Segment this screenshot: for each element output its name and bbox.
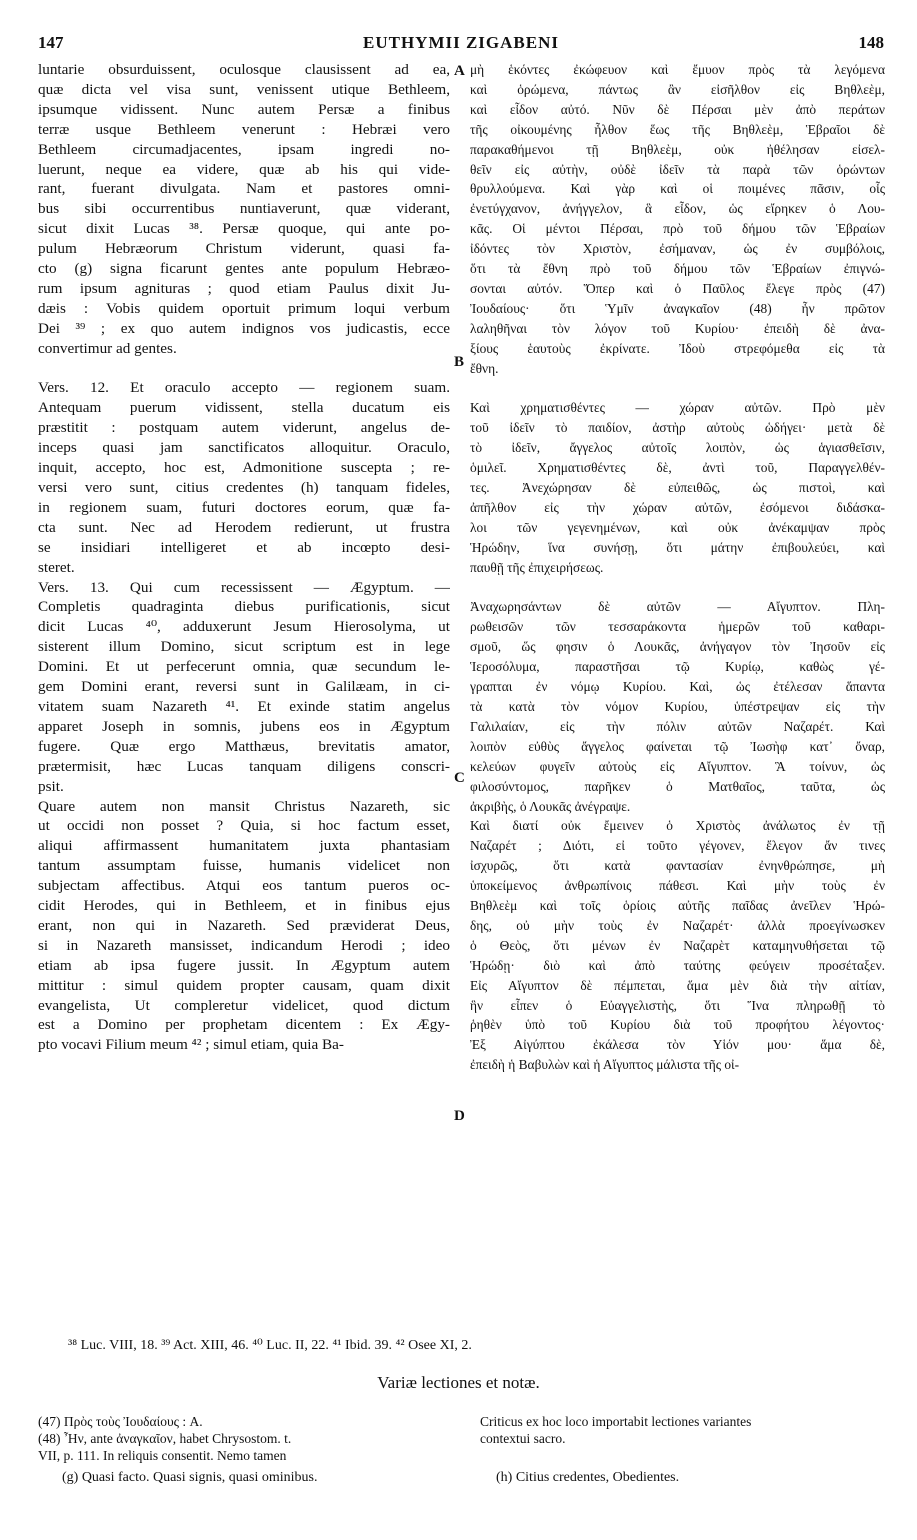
- text-line: steret.: [38, 558, 75, 576]
- text-line: ἀπῆλθον εἰς τὴν χώραν αὐτῶν, ἐσόμενοι διδάσκα-: [470, 499, 885, 515]
- latin-paragraph-3: [38, 578, 450, 797]
- text-line: apparet Joseph in somnis, jubens eos in Ægyptum: [38, 717, 450, 735]
- text-line: luntarie obsurduissent, oculosque clausissent ad ea,: [38, 61, 450, 78]
- text-line: Ἡρώδῃ· διὸ καὶ ἀπὸ ταύτης φεύγειν προσέταξεν.: [470, 957, 885, 973]
- section-marker-b: B: [454, 354, 465, 370]
- text-line: luerunt, neque ea videre, quæ ab his qui vide-: [38, 160, 450, 178]
- text-line: dicit Lucas ⁴⁰, adduxerunt Jesum Hierosolyma, ut: [38, 618, 450, 636]
- note-h: (h) Citius credentes, Obedientes.: [496, 1470, 680, 1485]
- text-line: evangelista, Ut compleretur videlicet, quod dictum: [38, 996, 450, 1014]
- section-marker-d: D: [454, 1108, 465, 1124]
- text-line: se insidiari intelligeret et ab incœpto desi-: [38, 538, 450, 556]
- text-line: παυθῇ τῆς ἐπιχειρήσεως.: [470, 559, 604, 575]
- section-marker-c: C: [454, 770, 465, 786]
- text-line: præstitit : postquam autem viderunt, angelus de-: [38, 419, 450, 437]
- text-line: pulum Hebræorum Christum viderunt, quasi fa-: [38, 240, 450, 258]
- text-line: γραπται ἐν νόμῳ Κυρίου. Καὶ, ὡς ἐτέλεσαν ἅπαντα: [470, 679, 885, 695]
- text-line: κελεύων φυγεῖν αὐτοὺς εἰς Αἴγυπτον. Ἃ τοίνυν, ὡς: [470, 758, 885, 774]
- text-line: ἰδόντες τὸν Χριστὸν, ἐσήμαναν, ὡς ἐν συμβόλοις,: [470, 241, 885, 257]
- text-line: σονται αὐτόν. Ὅπερ καὶ ὁ Παῦλος ἔλεγε πρὸς (47): [470, 280, 885, 296]
- text-line: (48) Ἦν, ante ἀναγκαῖον, habet Chrysostom. t.: [38, 1431, 292, 1446]
- text-line: rum ipsum agnituras ; quod etiam Paulus dixit Ju-: [38, 279, 450, 297]
- text-line: Vers. 12. Et oraculo accepto — regionem suam.: [38, 379, 450, 397]
- running-header: [38, 33, 884, 55]
- greek-paragraph-2: [470, 398, 885, 577]
- text-line: est a Domino per prophetam dicentem : Ex Ægy-: [38, 1016, 450, 1034]
- text-line: Domini. Et ut perfecerunt omnia, quæ secundum le-: [38, 658, 450, 676]
- note-g: (g) Quasi facto. Quasi signis, quasi ominibus.: [62, 1470, 318, 1485]
- text-line: ipsumque vidissent. Nunc autem Persæ a finibus: [38, 100, 450, 118]
- text-line: bus sibi occurrentibus nuntiaverunt, quæ viderant,: [38, 200, 450, 218]
- text-line: VII, p. 111. In reliquis consentit. Nemo tamen: [38, 1448, 287, 1463]
- text-line: si in Nazareth mansisset, indicandum Herodi ; ideo: [38, 936, 450, 954]
- text-line: Καὶ διατί οὐκ ἔμεινεν ὁ Χριστὸς ἀνάλωτος ἐν τῇ: [470, 818, 885, 834]
- text-line: ὑποκείμενος ἀνθρωπίνοις πάθεσι. Καὶ μὴν τοὺς ἐν: [470, 878, 885, 894]
- paragraph-gap: [470, 379, 885, 399]
- text-line: Καὶ χρηματισθέντες — χώραν αὐτῶν. Πρὸ μὲν: [470, 400, 885, 416]
- text-line: παρακαθήμενοι τῇ Βηθλεὲμ, οὐκ ἠθέλησαν εἰσελ-: [470, 141, 885, 157]
- text-line: Bethleem circumadjacentes, ipsam ingredi no-: [38, 140, 450, 158]
- text-line: Ἱεροσόλυμα, παραστῆσαι τῷ Κυρίῳ, καθὼς γέ-: [470, 659, 885, 675]
- text-line: τῆς οἰκουμένης ἦλθον ἕως τῆς Βηθλεὲμ, Ἑβραῖοι δὲ: [470, 121, 885, 137]
- text-line: καὶ εἶδον αὐτό. Νῦν δὲ Πέρσαι μὲν ἀπὸ περάτων: [470, 101, 885, 117]
- section-marker-a: A: [454, 63, 465, 79]
- text-line: sicut dixit Lucas ³⁸. Persæ quoque, qui ante po-: [38, 220, 450, 238]
- text-line: quæ dicta vel visa sunt, venissent utique Bethleem,: [38, 80, 450, 98]
- text-line: λοι τῶν γεγενημένων, καὶ οὐκ ἀνέκαμψαν πρὸς: [470, 519, 885, 535]
- latin-paragraph-2: [38, 378, 450, 577]
- paragraph-gap: [38, 359, 450, 379]
- text-line: Ἐξ Αἰγύπτου ἐκάλεσα τὸν Υἱόν μου· ἅμα δὲ,: [470, 1037, 885, 1053]
- text-line: cta sunt. Nec ad Herodem redierunt, ut frustra: [38, 518, 450, 536]
- text-line: gem Domini erant, reversi sunt in Galilæam, in ci-: [38, 678, 450, 696]
- greek-paragraph-1: [470, 60, 885, 379]
- text-line: λοιπὸν εὐθὺς ἄγγελος φαίνεται τῷ Ἰωσὴφ κατ᾿ ὄναρ,: [470, 738, 885, 754]
- text-line: terræ usque Bethleem venerunt : Hebræi vero: [38, 120, 450, 138]
- text-line: ἔθνη.: [470, 360, 499, 376]
- text-line: κᾶς. Οἱ μέντοι Πέρσαι, πρὸ τοῦ δήμου τῶν Ἑβραίων: [470, 221, 885, 237]
- text-line: Antequam puerum vidissent, stella ducatum eis: [38, 399, 450, 417]
- text-line: Γαλιλαίαν, εἰς τὴν πόλιν αὐτῶν Ναζαρέτ. Καὶ: [470, 718, 885, 734]
- text-line: subjectam affectibus. Atqui eos tantum pueros oc-: [38, 877, 450, 895]
- text-line: tantum assumptam fuisse, humanis videlicet non: [38, 857, 450, 875]
- text-line: θεῖν εἰς αὐτὴν, οὐδὲ ἰδεῖν τὰ παρὰ τῶν ὁρώντων: [470, 161, 885, 177]
- text-line: Vers. 13. Qui cum recessissent — Ægyptum. —: [38, 578, 450, 596]
- running-head-title: EUTHYMII ZIGABENI: [362, 33, 559, 52]
- text-line: etiam ab ipsa fugere jussit. In Ægyptum autem: [38, 956, 450, 974]
- text-line: Dei ³⁹ ; ex quo autem indignos vos judicastis, ecce: [38, 319, 450, 337]
- text-line: fugere. Quæ ergo Matthæus, brevitatis amator,: [38, 737, 450, 755]
- text-line: τες. Ἀνεχώρησαν δὲ εὐπειθῶς, ὡς πιστοὶ, καὶ: [470, 480, 885, 496]
- text-line: λαληθῆναι τὸν λόγον τοῦ Κυρίου· ἐπειδὴ δὲ ἀνα-: [470, 320, 885, 336]
- variae-lectiones-title: Variæ lectiones et notæ.: [377, 1373, 540, 1392]
- text-line: Quare autem non mansit Christus Nazareth, sic: [38, 797, 450, 815]
- text-line: aliqui affirmassent humanitatem juxta phantasiam: [38, 837, 450, 855]
- text-line: ἀκριβὴς, ὁ Λουκᾶς ἀνέγραψε.: [470, 798, 631, 814]
- text-line: μὴ ἑκόντες ἐκώφευον καὶ ἔμυον πρὸς τὰ λεγόμενα: [470, 62, 885, 77]
- text-line: sisterent illum Domino, sicut scriptum est in lege: [38, 638, 450, 656]
- text-line: τοῦ ἰδεῖν τὸ παιδίον, ἀστὴρ αὐτοὺς ὡδήγει· μετὰ δὲ: [470, 420, 885, 436]
- text-line: pto vocavi Filium meum ⁴² ; simul etiam, quia Ba-: [38, 1036, 344, 1054]
- text-line: vitatem suam Nazareth ⁴¹. Et exinde statim angelus: [38, 697, 450, 715]
- text-line: Ἰουδαίους· ὅτι Ὑμῖν ἀναγκαῖον (48) ἦν πρῶτον: [470, 300, 885, 316]
- text-line: ρωθεισῶν τῶν τεσσαράκοντα ἡμερῶν τοῦ καθαρι-: [470, 619, 885, 635]
- text-line: δης, οὐ μὴν τοὺς ἐν Ναζαρέτ· ἀλλὰ προεγίνωσκεν: [470, 917, 885, 933]
- text-line: ὁ Θεὸς, ὅτι μένων ἐν Ναζαρὲτ καταμηνυθήσεται τῷ: [470, 937, 885, 953]
- text-line: cidit Herodes, qui in Bethleem, et in finibus ejus: [38, 897, 450, 915]
- text-line: σμοῦ, ὥς φησιν ὁ Λουκᾶς, ἀνήγαγον τὸν Ἰησοῦν εἰς: [470, 639, 885, 655]
- text-line: cto (g) signa ficarunt gentes ante populum Hebræo-: [38, 260, 450, 278]
- text-line: ξίους ἑαυτοὺς ἐκρίνατε. Ἰδοὺ στρεφόμεθα εἰς τὰ: [470, 340, 885, 356]
- paragraph-gap: [470, 578, 885, 598]
- text-line: in regionem suam, futuri doctores eorum, quæ fa-: [38, 498, 450, 516]
- latin-paragraph-4: [38, 797, 450, 1056]
- text-line: φιλοσύντομος, παρῆκεν ὁ Ματθαῖος, ταῦτα, ὡς: [470, 778, 885, 794]
- greek-column: [470, 60, 885, 1075]
- text-line: ἰσχυρῶς, ὅτι κατὰ φαντασίαν ἐνηνθρώπησε, μὴ: [470, 858, 885, 874]
- page-number-left: 147: [38, 33, 64, 52]
- text-line: inceps quasi jam sanctificatos alloquitur. Oraculo,: [38, 439, 450, 457]
- text-line: (47) Πρὸς τοὺς Ἰουδαίους : A.: [38, 1414, 203, 1429]
- text-line: inquit, accepto, hoc est, Admonitione suscepta ; re-: [38, 459, 450, 477]
- text-line: Ἀναχωρησάντων δὲ αὐτῶν — Αἴγυπτον. Πλη-: [470, 599, 885, 615]
- footnotes: ³⁸ Luc. VIII, 18. ³⁹ Act. XIII, 46. ⁴⁰ Luc. II, 22. ⁴¹ Ibid. 39. ⁴² Osee XI, 2.: [68, 1338, 472, 1353]
- text-line: τὸ ἰδεῖν, ἄγγελος αὐτοῖς λοιπὸν, ὡς ἁγιασθεῖσιν,: [470, 440, 885, 456]
- greek-paragraph-3: [470, 597, 885, 816]
- text-line: Completis quadraginta diebus purificationis, sicut: [38, 598, 450, 616]
- text-line: ἣν εἶπεν ὁ Εὐαγγελιστὴς, ὅτι Ἵνα πληρωθῇ τὸ: [470, 997, 885, 1013]
- text-line: Βηθλεὲμ καὶ τοῖς ὁρίοις αὐτῆς παῖδας ἀνεῖλεν Ἡρώ-: [470, 898, 885, 914]
- text-line: ut occidi non posset ? Quia, si hoc factum esset,: [38, 817, 450, 835]
- text-line: καὶ ὁρώμενα, πάντως ἂν εἰσῆλθον εἰς Βηθλεὲμ,: [470, 81, 885, 97]
- text-line: contextui sacro.: [480, 1431, 566, 1446]
- variae-lectiones-right: [480, 1413, 885, 1447]
- text-line: erant, non qui in Nazareth. Sed præviderat Deus,: [38, 916, 450, 934]
- text-line: Εἰς Αἴγυπτον δὲ πέμπεται, ἅμα μὲν διὰ τὴν αἰτίαν,: [470, 977, 885, 993]
- text-line: convertimur ad gentes.: [38, 339, 177, 357]
- text-line: dæis : Vobis quidem oportuit primum loqui verbum: [38, 299, 450, 317]
- text-line: prætermisit, hæc Lucas tanquam diligens conscri-: [38, 757, 450, 775]
- text-line: psit.: [38, 777, 64, 795]
- text-line: ἐπειδὴ ἡ Βαβυλὼν καὶ ἡ Αἴγυπτος μάλιστα τῆς οἰ-: [470, 1057, 740, 1073]
- greek-paragraph-4: [470, 816, 885, 1075]
- text-line: Ἡρώδην, ἵνα συνήσῃ, ὅτι μάτην ἐπιβουλεύει, καὶ: [470, 539, 885, 555]
- text-line: τὰ κατὰ τὸν νόμον Κυρίου, ὑπέστρεψαν εἰς τὴν: [470, 698, 885, 714]
- variae-lectiones-left: [38, 1413, 450, 1464]
- text-line: ῥηθὲν ὑπὸ τοῦ Κυρίου διὰ τοῦ προφήτου λέγοντος·: [470, 1017, 885, 1033]
- text-line: ἐνετύγχανον, ἀνήγγελον, ἃ εἶδον, ὡς εἴρηκεν ὁ Λου-: [470, 201, 885, 217]
- text-line: ὅτι τὰ ἔθνη πρὸ τοῦ δήμου τῶν Ἑβραίων ἐπιγνώ-: [470, 261, 885, 277]
- text-line: ὁμιλεῖ. Χρηματισθέντες δὲ, ἀντὶ τοῦ, Παραγγελθέν-: [470, 460, 885, 476]
- text-line: Ναζαρέτ ; Διότι, εἰ τοῦτο γέγονεν, ἔλεγον ἄν τινες: [470, 838, 885, 854]
- text-line: θρυλλούμενα. Καὶ γὰρ καὶ οἱ ποιμένες πᾶσιν, οἷς: [470, 181, 885, 197]
- latin-paragraph-1: [38, 60, 450, 359]
- text-line: versi vero sunt, citius credentes (h) tanquam fideles,: [38, 479, 450, 497]
- text-line: Criticus ex hoc loco importabit lectiones variantes: [480, 1414, 752, 1429]
- text-line: mittitur : simul quidem propter causam, quam dixit: [38, 976, 450, 994]
- page-number-right: 148: [858, 33, 884, 52]
- text-line: rant, fuerant divulgata. Nam et pastores omni-: [38, 180, 450, 198]
- latin-column: [38, 60, 450, 1055]
